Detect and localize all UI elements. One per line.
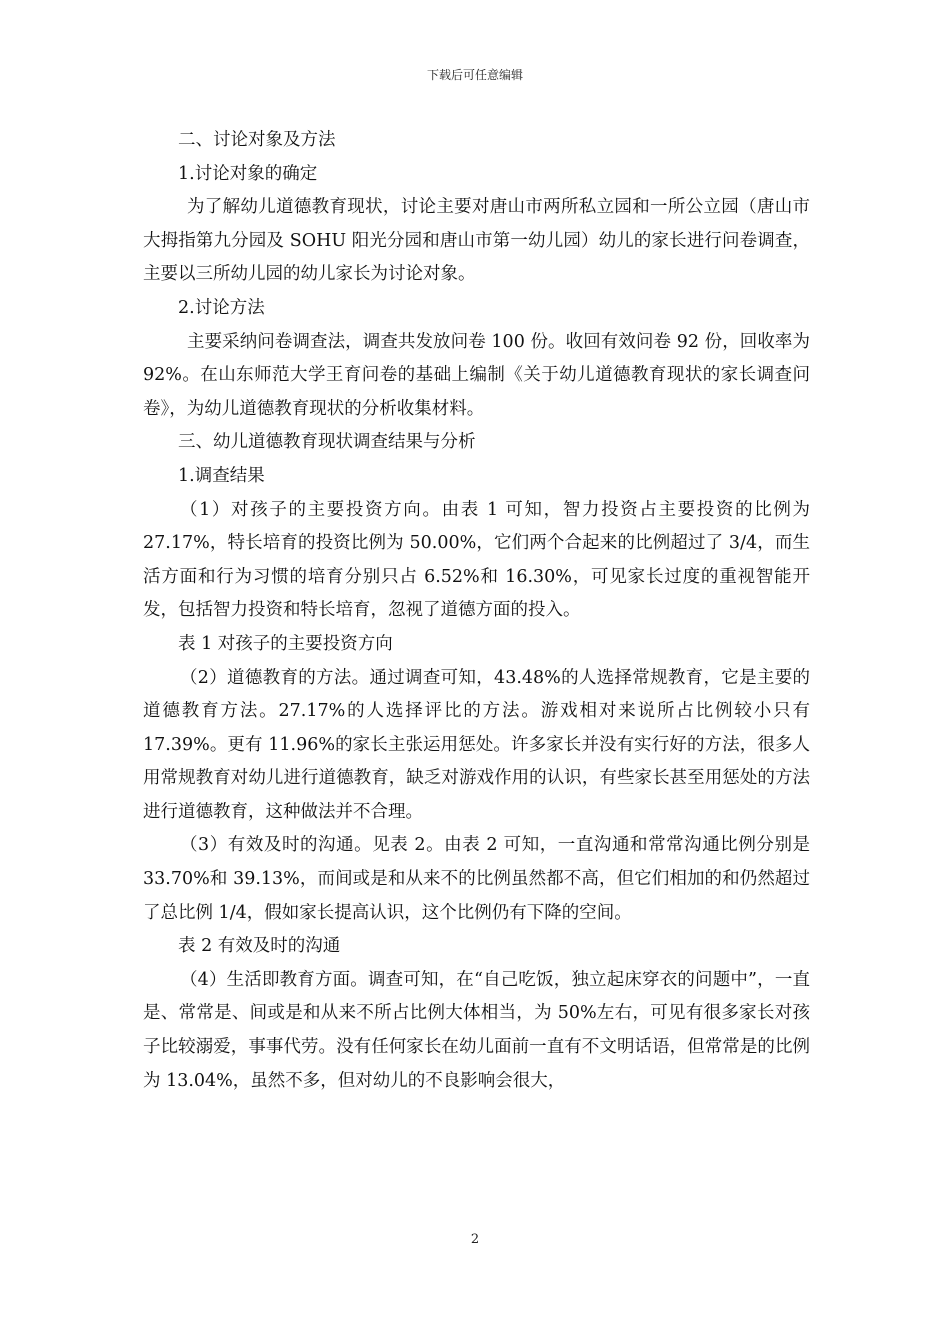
paragraph-subjects: 为了解幼儿道德教育现状，讨论主要对唐山市两所私立园和一所公立园（唐山市大拇指第九分园及 SOHU 阳光分园和唐山市第一幼儿园）幼儿的家长进行问卷调查，主要以三所幼儿园的幼儿家长为讨论对象。 <box>143 197 810 285</box>
subheading-results: 1.调查结果 <box>178 465 265 486</box>
table-caption-2: 表 2 有效及时的沟通 <box>178 936 341 957</box>
paragraph-method: 主要采纳问卷调查法，调查共发放问卷 100 份。收回有效问卷 92 份，回收率为 92%。在山东师范大学王育问卷的基础上编制《关于幼儿道德教育现状的家长调查问卷》，为幼儿道德教育现状的分析收集材料。 <box>143 331 810 419</box>
section-heading-2: 二、讨论对象及方法 <box>178 130 336 150</box>
page-number: 2 <box>470 1232 480 1247</box>
paragraph-communication: （3）有效及时的沟通。见表 2。由表 2 可知，一直沟通和常常沟通比例分别是 33.70%和 39.13%，而间或是和从来不的比例虽然都不高，但它们相加的和仍然超过了总比例 1/4，假如家长提高认识，这个比例仍有下降的空间。 <box>143 835 810 923</box>
paragraph-life-education: （4）生活即教育方面。调查可知，在“自己吃饭，独立起床穿衣的问题中”，一直是、常常是、间或是和从来不所占比例大体相当，为 50%左右，可见有很多家长对孩子比较溺爱，事事代劳。没有任何家长在幼儿面前一直有不文明话语，但常常是的比例为 13.04%，虽然不多，但对幼儿的不良影响会很大， <box>143 969 810 1091</box>
paragraph-investment: （1）对孩子的主要投资方向。由表 1 可知，智力投资占主要投资的比例为 27.17%，特长培育的投资比例为 50.00%，它们两个合起来的比例超过了 3/4，而生活方面和行为习惯的培育分别只占 6.52%和 16.30%，可见家长过度的重视智能开发，包括智力投资和特长培育，忽视了道德方面的投入。 <box>143 499 810 621</box>
page-header-note: 下载后可任意编辑 <box>426 68 523 82</box>
paragraph-moral-methods: （2）道德教育的方法。通过调查可知，43.48%的人选择常规教育，它是主要的道德教育方法。27.17%的人选择评比的方法。游戏相对来说所占比例较小只有 17.39%。更有 11.96%的家长主张运用惩处。许多家长并没有实行好的方法，很多人用常规教育对幼儿进行道德教育，缺乏对游戏作用的认识，有些家长甚至用惩处的方法进行道德教育，这种做法并不合理。 <box>143 667 810 822</box>
section-heading-3: 三、幼儿道德教育现状调查结果与分析 <box>178 432 476 453</box>
document-body <box>143 124 810 1098</box>
table-caption-1: 表 1 对孩子的主要投资方向 <box>178 633 393 654</box>
subheading-method: 2.讨论方法 <box>178 297 265 318</box>
subheading-subjects: 1.讨论对象的确定 <box>178 163 318 184</box>
